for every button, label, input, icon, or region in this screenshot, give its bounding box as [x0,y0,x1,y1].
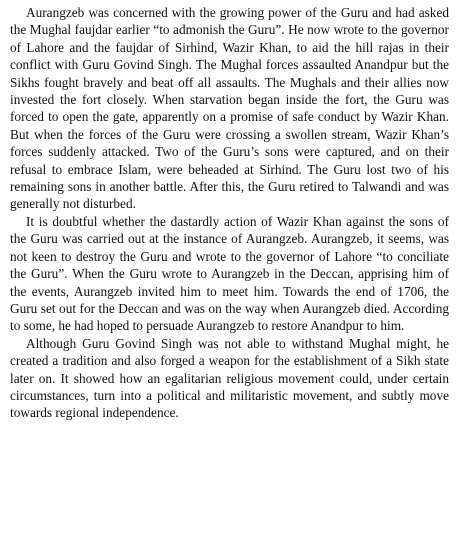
paragraph-2: It is doubtful whether the dastardly action of Wazir Khan against the sons of the Guru was carried out at the instance of Aurangzeb. Aurangzeb, it seems, was not keen to destroy the Guru and wrote to the governor of Lahore “to conciliate the Guru”. When the Guru wrote to Aurangzeb in the Deccan, apprising him of the events, Aurangzeb invited him to meet him. Towards the end of 1706, the Guru set out for the Deccan and was on the way when Aurangzeb died. According to some, he had hoped to persuade Aurangzeb to restore Anandpur to him. [10,213,449,334]
paragraph-3: Although Guru Govind Singh was not able to withstand Mughal might, he created a tradition and also forged a weapon for the establishment of a Sikh state later on. It showed how an egalitarian religious movement could, under certain circumstances, turn into a political and militaristic movement, and subtly move towards regional independence. [10,335,449,421]
paragraph-1: Aurangzeb was concerned with the growing power of the Guru and had asked the Mughal faujdar earlier “to admonish the Guru”. He now wrote to the governor of Lahore and the faujdar of Sirhind, Wazir Khan, to aid the hill rajas in their conflict with Guru Govind Singh. The Mughal forces assaulted Anandpur but the Sikhs fought bravely and beat off all assaults. The Mughals and their allies now invested the fort closely. When starvation began inside the fort, the Guru was forced to open the gate, apparently on a promise of safe conduct by Wazir Khan. But when the forces of the Guru were crossing a swollen stream, Wazir Khan’s forces suddenly attacked. Two of the Guru’s sons were captured, and on their refusal to embrace Islam, were beheaded at Sirhind. The Guru lost two of his remaining sons in another battle. After this, the Guru retired to Talwandi and was generally not disturbed. [10,5,449,212]
